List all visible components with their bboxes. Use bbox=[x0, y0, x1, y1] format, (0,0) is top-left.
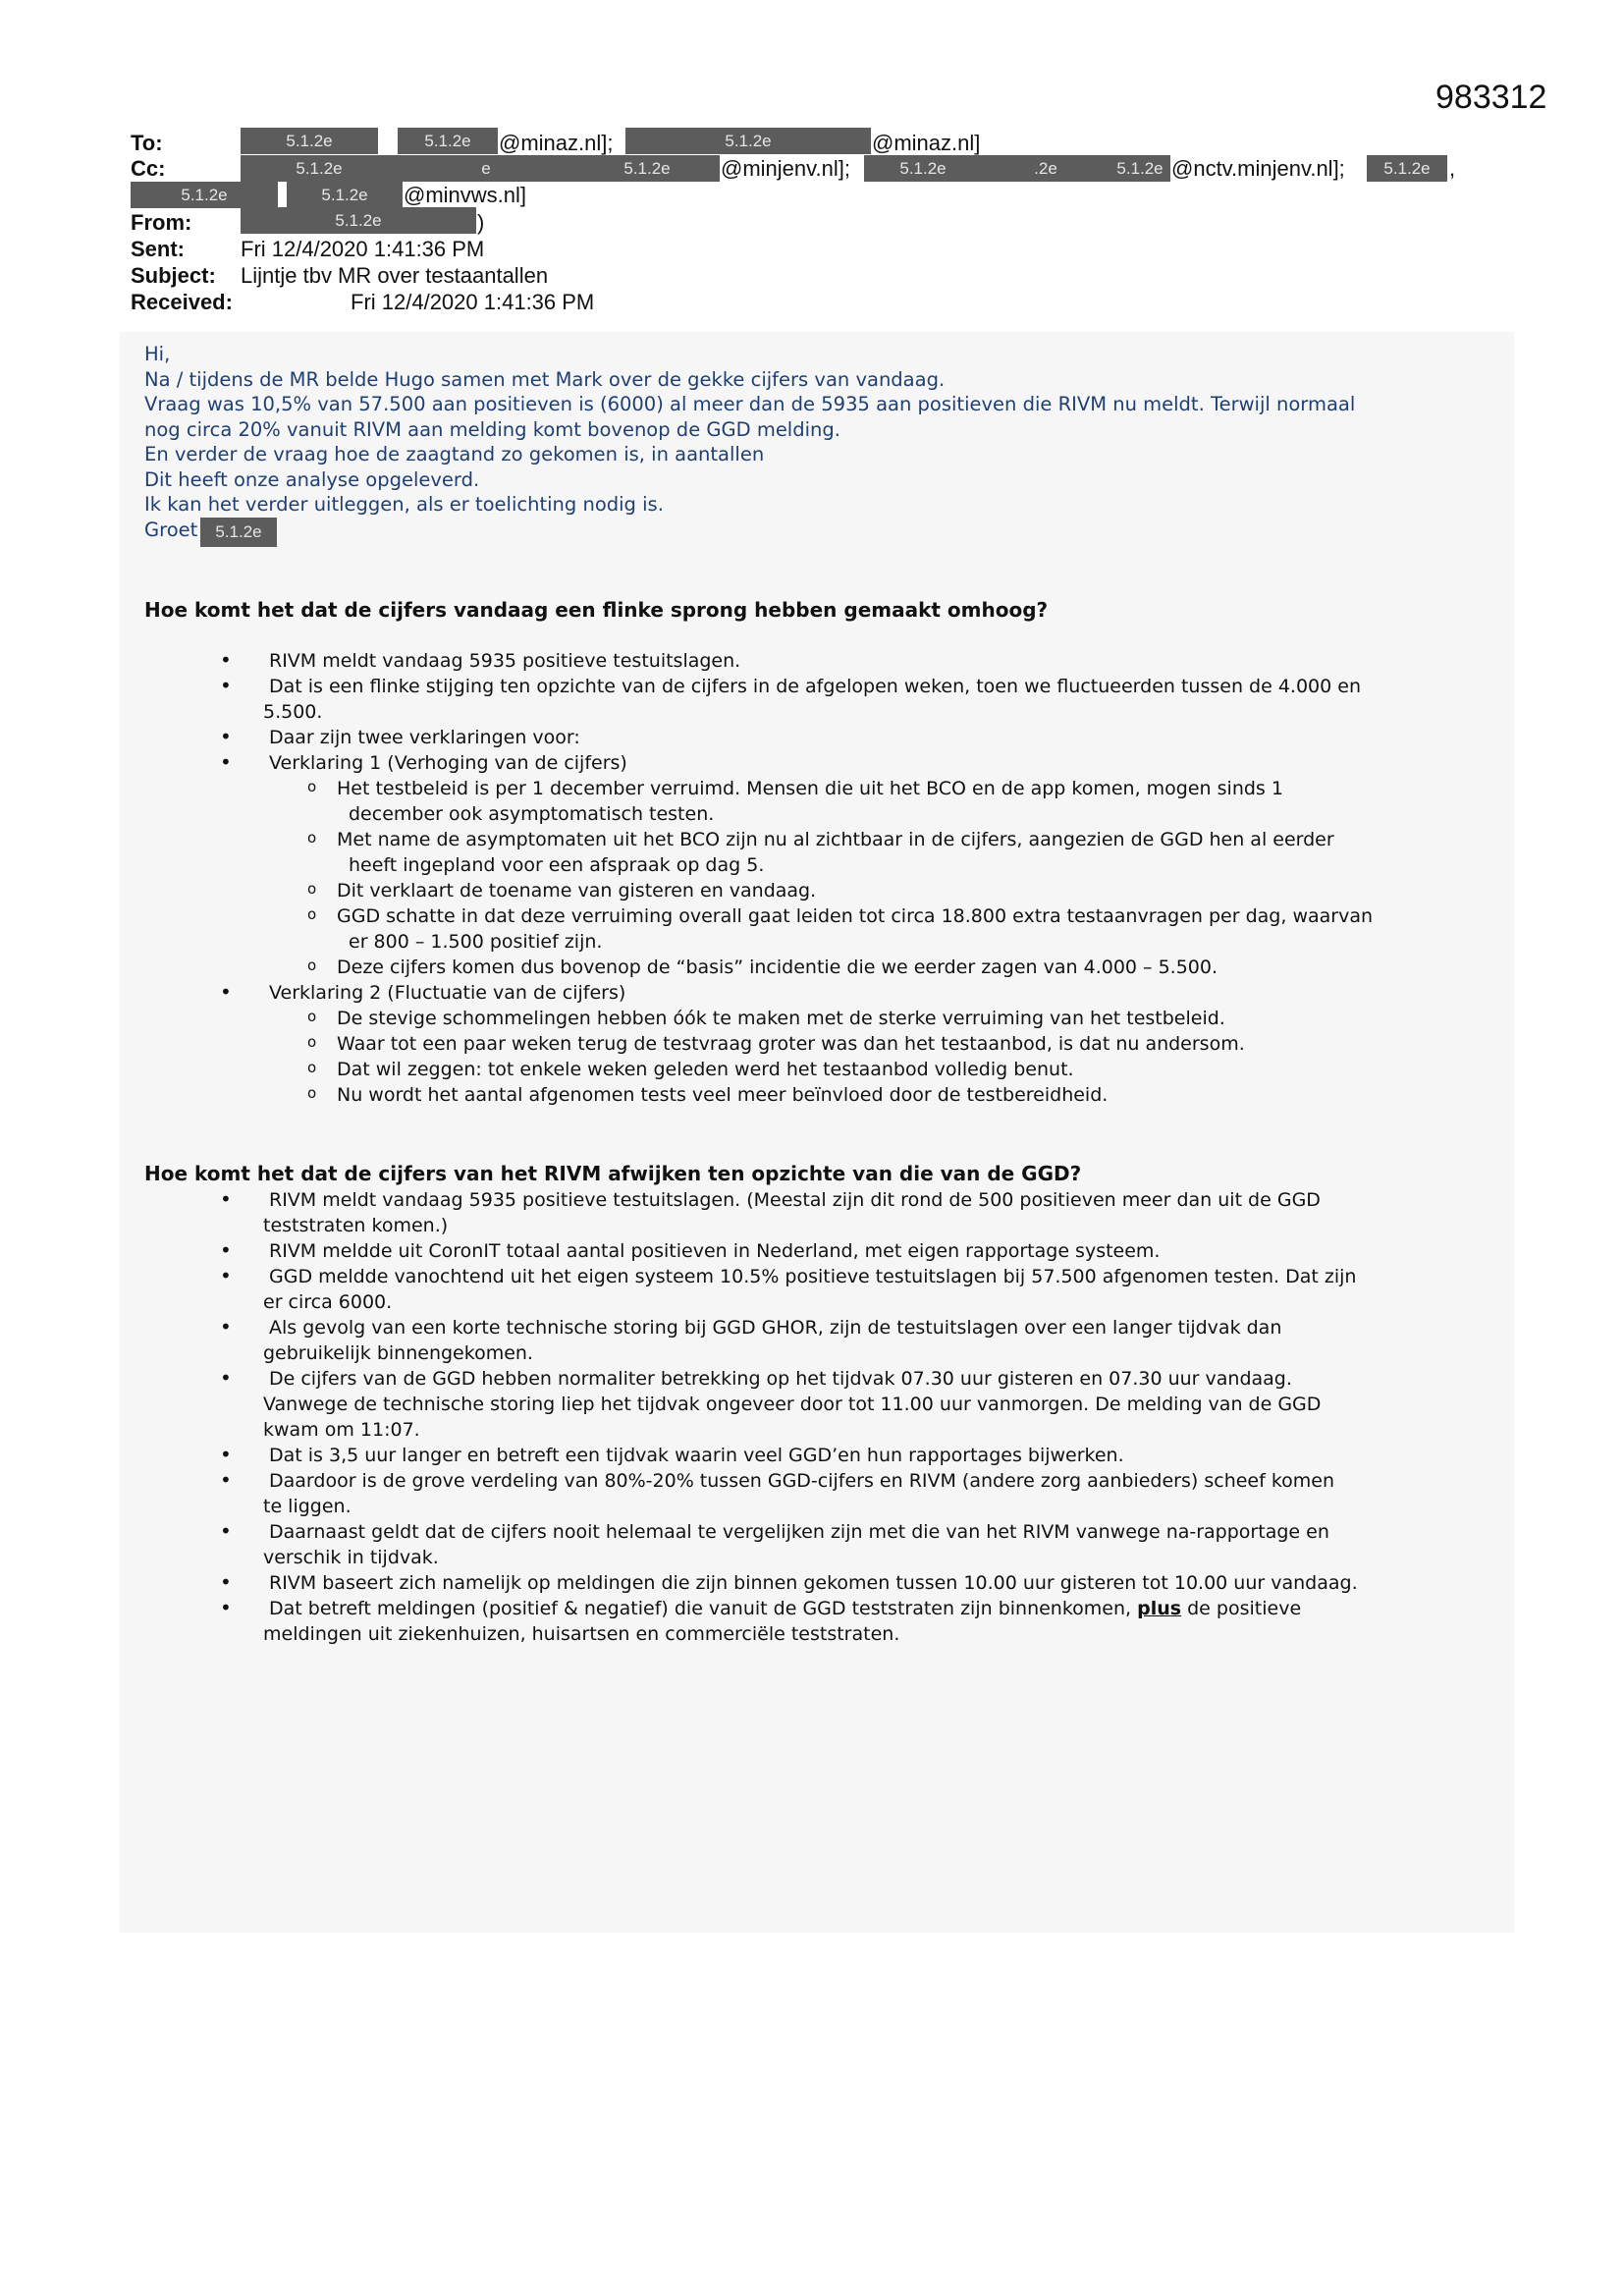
redaction: 5.1.2e bbox=[241, 155, 398, 182]
to-email-suffix: @minaz.nl]; bbox=[499, 131, 614, 155]
redaction: 5.1.2e bbox=[398, 128, 498, 154]
to-email-suffix: @minaz.nl] bbox=[872, 131, 981, 155]
to-label: To: bbox=[131, 131, 163, 155]
redaction: 5.1.2e bbox=[200, 518, 277, 547]
redaction: e bbox=[398, 155, 574, 182]
cc-comma: , bbox=[1449, 156, 1456, 181]
intro-line: Dit heeft onze analyse opgeleverd. bbox=[144, 468, 480, 491]
plus-emphasis: plus bbox=[1137, 1598, 1182, 1619]
intro-line: Na / tijdens de MR belde Hugo samen met Mark over de gekke cijfers van vandaag. bbox=[144, 368, 946, 391]
redaction: 5.1.2e bbox=[1367, 155, 1447, 182]
redaction: 5.1.2e bbox=[625, 128, 871, 154]
received-label: Received: bbox=[131, 290, 233, 314]
intro-greeting: Groet bbox=[144, 519, 198, 541]
from-suffix: ) bbox=[477, 210, 485, 235]
cc-email-suffix: @minjenv.nl]; bbox=[721, 156, 850, 181]
redaction: 5.1.2e bbox=[1110, 155, 1170, 182]
redaction: 5.1.2e bbox=[574, 155, 720, 182]
intro-line: En verder de vraag hoe de zaagtand zo gekomen is, in aantallen bbox=[144, 443, 765, 465]
intro-line: Hi, bbox=[144, 343, 171, 365]
body-background bbox=[120, 332, 1514, 1933]
received-value: Fri 12/4/2020 1:41:36 PM bbox=[351, 290, 595, 314]
sent-value: Fri 12/4/2020 1:41:36 PM bbox=[241, 237, 485, 261]
redaction: 5.1.2e bbox=[131, 182, 278, 208]
document-number: 983312 bbox=[1435, 79, 1547, 116]
redaction: 5.1.2e bbox=[241, 128, 378, 154]
redaction: .2e bbox=[982, 155, 1110, 182]
redaction: 5.1.2e bbox=[241, 207, 476, 234]
redaction: 5.1.2e bbox=[864, 155, 982, 182]
section1-question: Hoe komt het dat de cijfers vandaag een flinke sprong hebben gemaakt omhoog? bbox=[144, 598, 1049, 622]
cc-email-suffix: @nctv.minjenv.nl]; bbox=[1171, 156, 1345, 181]
intro-line: Vraag was 10,5% van 57.500 aan positieven is (6000) al meer dan de 5935 aan positieven die RIVM nu meldt. Terwijl normaal bbox=[144, 393, 1356, 415]
redaction: 5.1.2e bbox=[287, 182, 403, 208]
from-label: From: bbox=[131, 210, 192, 235]
section2-question: Hoe komt het dat de cijfers van het RIVM afwijken ten opzichte van die van de GGD? bbox=[144, 1162, 1082, 1185]
subject-label: Subject: bbox=[131, 263, 216, 288]
subject-value: Lijntje tbv MR over testaantallen bbox=[241, 263, 549, 288]
cc-email-suffix: @minvws.nl] bbox=[404, 183, 527, 207]
cc-label: Cc: bbox=[131, 156, 166, 181]
sent-label: Sent: bbox=[131, 237, 185, 261]
intro-line: nog circa 20% vanuit RIVM aan melding komt bovenop de GGD melding. bbox=[144, 418, 840, 441]
intro-line: Ik kan het verder uitleggen, als er toelichting nodig is. bbox=[144, 493, 664, 516]
